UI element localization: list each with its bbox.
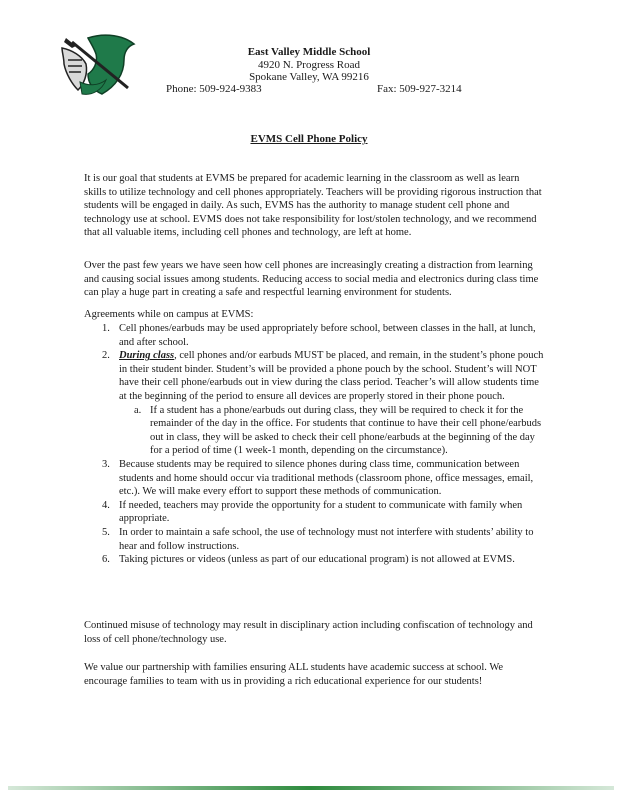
fax-number: Fax: 509-927-3214 (377, 83, 462, 95)
list-item (84, 526, 544, 553)
address-line-1: 4920 N. Progress Road (257, 59, 361, 71)
list-number: 4. (102, 499, 110, 511)
document-title: EVMS Cell Phone Policy (250, 133, 368, 145)
list-text: , cell phones and/or earbuds MUST be placed, and remain, in the student’s phone pouch in their student binder. Student’s will be provided a phone pouch by the school. Student’s will NOT have their cell phone/earbuds out in view during the class period. Teacher’s will allow students time at the beginning of the period to ensure all devices are properly stored in their phone pouch. (119, 350, 544, 402)
misuse-paragraph: Continued misuse of technology may result in disciplinary action including confiscation of technology and loss of cell phone/technology use. (84, 620, 533, 645)
intro-paragraph: It is our goal that students at EVMS be prepared for academic learning in the classroom as well as learn skills to utilize technology and cell phones appropriately. Teachers will be providing rigorous instruction that students will be engaged in daily. As such, EVMS has the authority to manage student cell phone and technology use at school. EVMS does not take responsibility for lost/stolen technology, and we recommend that all valuable items, including cell phones and technology, are left at home. (84, 173, 542, 239)
list-text: Cell phones/earbuds may be used appropriately before school, between classes in the hall, at lunch, and after school. (119, 323, 536, 348)
list-item (84, 349, 544, 403)
list-number: 3. (102, 458, 110, 470)
phone-number: Phone: 509-924-9383 (166, 83, 262, 95)
list-text: In order to maintain a safe school, the use of technology must not interfere with students’ ability to hear and follow instructions. (119, 526, 534, 552)
school-name: East Valley Middle School (247, 46, 371, 58)
list-text: If needed, teachers may provide the opportunity for a student to communicate with family when appropriate. (119, 499, 523, 525)
list-item (84, 404, 544, 458)
list-number: 5. (102, 526, 110, 538)
footer-rule (8, 786, 614, 790)
agreements-list (84, 322, 544, 567)
during-class-emphasis: During class (119, 350, 175, 362)
list-item (84, 499, 544, 526)
list-text: Because students may be required to silence phones during class time, communication between students and home should occur via traditional methods (classroom phone, office messages, email, etc.). We will make every effort to support these methods of communication. (119, 458, 534, 498)
list-item (84, 458, 544, 499)
list-text: If a student has a phone/earbuds out during class, they will be required to check it for the remainder of the day in the office. For students that continue to have their cell phone/earbuds out in class, they will be asked to check their cell phone/earbuds at the beginning of the day for a period of time (1 week-1 month, depending on the circumstance). (150, 404, 542, 457)
list-number: 1. (102, 323, 110, 334)
list-number: a. (134, 404, 142, 416)
list-number: 6. (102, 554, 110, 566)
list-item (84, 553, 544, 567)
sub-list-item (118, 404, 544, 458)
agreements-intro: Agreements while on campus at EVMS: (84, 309, 254, 320)
list-number: 2. (102, 350, 110, 362)
distraction-paragraph: Over the past few years we have seen how cell phones are increasingly creating a distraction from learning and causing social issues among students. Reducing access to social media and electronics during class time can play a huge part in creating a safe and respectful learning environment for students. (84, 260, 539, 299)
list-item (84, 322, 544, 349)
partnership-paragraph: We value our partnership with families ensuring ALL students have academic success at school. We encourage families to team with us in providing a rich educational experience for our students! (84, 662, 504, 687)
address-line-2: Spokane Valley, WA 99216 (249, 71, 369, 83)
list-text: Taking pictures or videos (unless as part of our educational program) is not allowed at EVMS. (119, 554, 515, 566)
